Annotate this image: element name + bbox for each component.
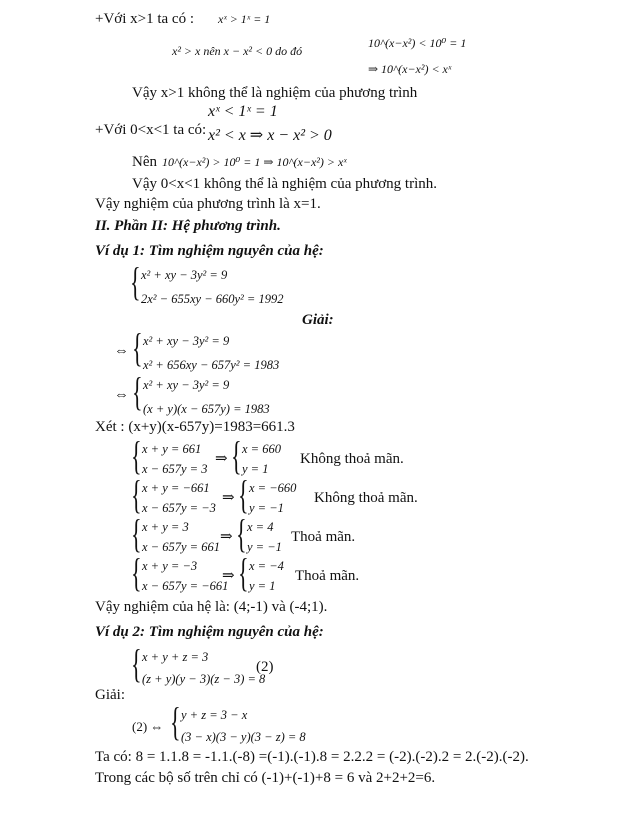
math-10-pow-lt-xx: ⇒ 10^(x−x²) < xˣ xyxy=(368,62,452,76)
example-2-eq-b: (z + y)(y − 3)(z − 3) = 8 xyxy=(142,672,266,686)
system-2-eq-a: x² + xy − 3y² = 9 xyxy=(143,334,230,348)
final-remark: Trong các bộ số trên chỉ có (-1)+(-1)+8 = 6 và 2+2+2=6. xyxy=(95,770,436,786)
case-4-eq-b: x − 657y = −661 xyxy=(142,579,229,593)
implies-arrow: ⇒ xyxy=(222,568,235,584)
case-x-gt-1-label: +Với x>1 ta có : xyxy=(95,11,195,27)
brace: { xyxy=(170,699,181,744)
system-2-eq-b: x² + 656xy − 657y² = 1983 xyxy=(143,358,280,372)
brace: { xyxy=(131,550,142,595)
case-3-y: y = −1 xyxy=(247,540,282,554)
equivalence-arrow: ⇔ xyxy=(114,387,129,403)
factorization-line: Xét : (x+y)(x-657y)=1983=661.3 xyxy=(95,419,295,435)
case-4-verdict: Thoả mãn. xyxy=(295,568,360,584)
math-x2-gt-x: x² > x nên x − x² < 0 do đó xyxy=(172,44,303,58)
brace: { xyxy=(238,550,249,595)
system-3-eq-b: (x + y)(x − 657y) = 1983 xyxy=(143,402,270,416)
case-2-x: x = −660 xyxy=(249,481,297,495)
case-2-eq-b: x − 657y = −3 xyxy=(142,501,216,515)
brace: { xyxy=(131,641,142,686)
case-3-eq-b: x − 657y = 661 xyxy=(142,540,220,554)
example-2-rewritten-eq-b: (3 − x)(3 − y)(3 − z) = 8 xyxy=(181,730,306,744)
case-1-x: x = 660 xyxy=(242,442,281,456)
example-2-eq-a: x + y + z = 3 xyxy=(142,650,209,664)
example-2-rewritten-eq-a: y + z = 3 − x xyxy=(181,708,248,722)
math-xx-gt-1: xˣ > 1ˣ = 1 xyxy=(218,12,271,26)
section-heading-part-2: II. Phần II: Hệ phương trình. xyxy=(95,218,281,234)
math-x2-lt-x: x² < x ⇒ x − x² > 0 xyxy=(208,127,332,144)
equivalence-arrow: ⇔ xyxy=(114,343,129,359)
case-4-y: y = 1 xyxy=(249,579,276,593)
brace: { xyxy=(131,511,142,556)
factorizations-of-8: Ta có: 8 = 1.1.8 = -1.1.(-8) =(-1).(-1).8 = 2.2.2 = (-2).(-2).2 = 2.(-2).(-2). xyxy=(95,749,529,765)
system-1-solution: Vậy nghiệm của hệ là: (4;-1) và (-4;1). xyxy=(95,599,328,615)
case-4-eq-a: x + y = −3 xyxy=(142,559,198,573)
implies-arrow: ⇒ xyxy=(220,529,233,545)
brace: { xyxy=(132,369,143,414)
solution-label-2: Giải: xyxy=(95,687,125,703)
equivalence-tag-2: (2) ⇔ xyxy=(132,719,164,734)
implies-arrow: ⇒ xyxy=(215,451,228,467)
equation-tag-2: (2) xyxy=(256,659,274,675)
conclusion-0-lt-x-lt-1: Vậy 0<x<1 không thể là nghiệm của phương trình. xyxy=(132,176,438,192)
case-1-y: y = 1 xyxy=(242,462,269,476)
case-2-verdict: Không thoả mãn. xyxy=(314,490,418,506)
brace: { xyxy=(231,433,242,478)
case-0-lt-x-lt-1-label: +Với 0<x<1 ta có: xyxy=(95,122,207,138)
system-3-eq-a: x² + xy − 3y² = 9 xyxy=(143,378,230,392)
nen-label: Nên xyxy=(132,154,157,170)
case-4-x: x = −4 xyxy=(249,559,284,573)
implies-arrow: ⇒ xyxy=(222,490,235,506)
solution-heading: Giải: xyxy=(302,312,334,328)
equation-solution: Vậy nghiệm của phương trình là x=1. xyxy=(95,196,321,212)
math-10-pow-lt-1: 10^(x−x²) < 10⁰ = 1 xyxy=(368,36,467,50)
brace: { xyxy=(236,511,247,556)
case-2-eq-a: x + y = −661 xyxy=(142,481,210,495)
case-3-eq-a: x + y = 3 xyxy=(142,520,189,534)
system-1-eq-b: 2x² − 655xy − 660y² = 1992 xyxy=(141,292,284,306)
example-2-heading: Ví dụ 2: Tìm nghiệm nguyên của hệ: xyxy=(95,624,324,640)
system-1-eq-a: x² + xy − 3y² = 9 xyxy=(141,268,228,282)
case-1-eq-a: x + y = 661 xyxy=(142,442,202,456)
brace: { xyxy=(131,472,142,517)
brace: { xyxy=(238,472,249,517)
brace: { xyxy=(132,325,143,370)
case-2-y: y = −1 xyxy=(249,501,284,515)
math-10-pow-gt-xx: 10^(x−x²) > 10⁰ = 1 ⇒ 10^(x−x²) > xˣ xyxy=(162,155,347,169)
case-1-eq-b: x − 657y = 3 xyxy=(142,462,208,476)
brace: { xyxy=(130,259,141,304)
case-1-verdict: Không thoả mãn. xyxy=(300,451,404,467)
example-1-heading: Ví dụ 1: Tìm nghiệm nguyên của hệ: xyxy=(95,243,324,259)
math-xx-lt-1: xˣ < 1ˣ = 1 xyxy=(208,103,278,120)
case-3-x: x = 4 xyxy=(247,520,274,534)
case-3-verdict: Thoả mãn. xyxy=(291,529,356,545)
conclusion-x-gt-1: Vậy x>1 không thể là nghiệm của phương trình xyxy=(132,85,418,101)
brace: { xyxy=(131,433,142,478)
